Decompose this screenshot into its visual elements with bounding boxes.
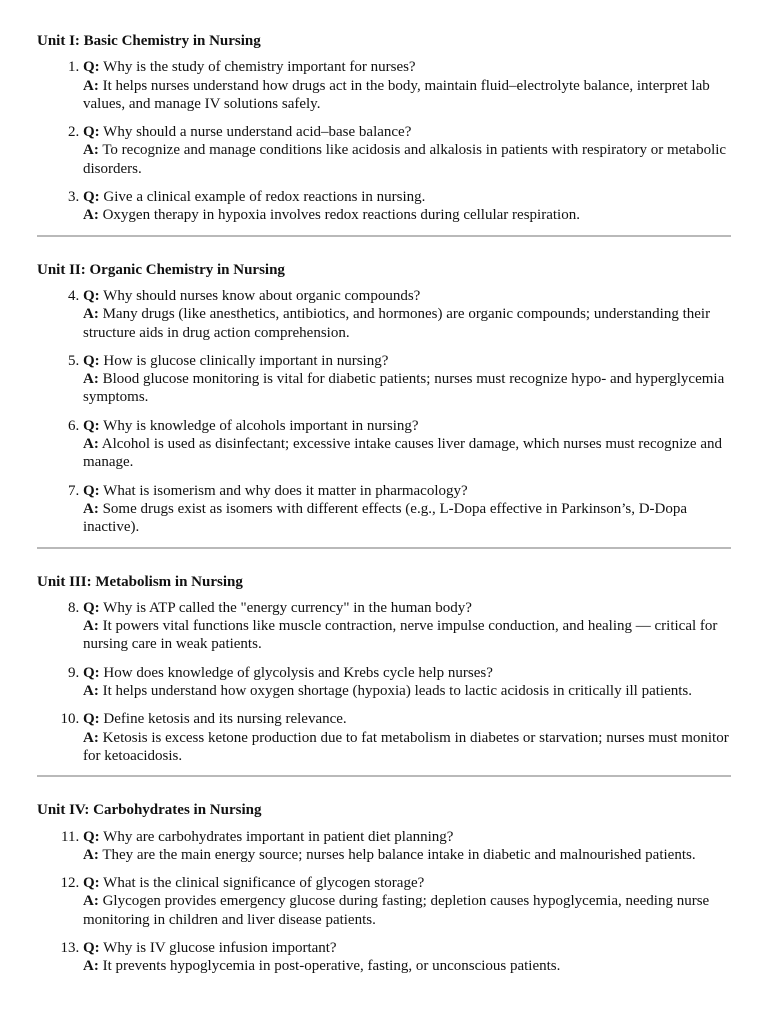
answer-text: Many drugs (like anesthetics, antibiotics, and hormones) are organic compounds; understanding their structure aids in drug action comprehension. <box>83 306 711 341</box>
qa-item: 11. Q: Why are carbohydrates important in patient diet planning? A: They are the main energy source; nurses help balance intake in diabetic and malnourished patients. <box>83 828 731 865</box>
qa-item: 6. Q: Why is knowledge of alcohols important in nursing? A: Alcohol is used as disinfectant; excessive intake causes liver damage, which nurses must recognize and manage. <box>83 417 731 472</box>
question-text: Give a clinical example of redox reactions in nursing. <box>103 189 426 206</box>
question-text: Why is ATP called the "energy currency" in the human body? <box>103 599 472 616</box>
section-divider <box>37 547 731 549</box>
answer-text: To recognize and manage conditions like acidosis and alkalosis in patients with respiratory or metabolic disorders. <box>83 142 727 177</box>
unit-section-2 <box>37 261 731 537</box>
section-divider <box>37 775 731 777</box>
qa-list <box>37 599 731 765</box>
qa-item: 8. Q: Why is ATP called the "energy currency" in the human body? A: It powers vital functions like muscle contraction, nerve impulse conduction, and healing — critical for nursing care in weak patients. <box>83 599 731 654</box>
answer-text: Ketosis is excess ketone production due to fat metabolism in diabetes or starvation; nurses must monitor for ketoacidosis. <box>83 729 729 764</box>
answer-text: Blood glucose monitoring is vital for diabetic patients; nurses must recognize hypo- and hyperglycemia symptoms. <box>83 371 725 406</box>
qa-item: 2. Q: Why should a nurse understand acid–base balance? A: To recognize and manage conditions like acidosis and alkalosis in patients with respiratory or metabolic disorders. <box>83 123 731 178</box>
qa-item: 9. Q: How does knowledge of glycolysis and Krebs cycle help nurses? A: It helps understand how oxygen shortage (hypoxia) leads to lactic acidosis in critically ill patients. <box>83 664 731 701</box>
answer-text: They are the main energy source; nurses help balance intake in diabetic and malnourished patients. <box>102 846 696 863</box>
qa-list <box>37 58 731 224</box>
qa-item: 1. Q: Why is the study of chemistry important for nurses? A: It helps nurses understand how drugs act in the body, maintain fluid–electrolyte balance, interpret lab values, and manage IV solutions safely. <box>83 58 731 113</box>
question-text: How does knowledge of glycolysis and Krebs cycle help nurses? <box>103 664 493 681</box>
qa-item: 7. Q: What is isomerism and why does it matter in pharmacology? A: Some drugs exist as isomers with different effects (e.g., L-Dopa effective in Parkinson’s, D-Dopa inactive). <box>83 482 731 537</box>
answer-text: Alcohol is used as disinfectant; excessive intake causes liver damage, which nurses must recognize and manage. <box>83 436 722 471</box>
answer-text: Some drugs exist as isomers with different effects (e.g., L-Dopa effective in Parkinson’s, D-Dopa inactive). <box>83 500 688 536</box>
unit-section-4 <box>37 801 731 975</box>
question-text: Why is IV glucose infusion important? <box>103 939 337 956</box>
unit-section-3 <box>37 573 731 766</box>
answer-text: Glycogen provides emergency glucose during fasting; depletion causes hypoglycemia, needing nurse monitoring in children and liver disease patients. <box>83 893 710 928</box>
qa-list <box>37 287 731 537</box>
qa-item: 3. Q: Give a clinical example of redox reactions in nursing. A: Oxygen therapy in hypoxia involves redox reactions during cellular respiration. <box>83 188 731 225</box>
question-text: Why should nurses know about organic compounds? <box>103 287 421 304</box>
unit-title: Unit III: Metabolism in Nursing <box>37 573 243 590</box>
qa-item: 10. Q: Define ketosis and its nursing relevance. A: Ketosis is excess ketone production due to fat metabolism in diabetes or starvation; nurses must monitor for ketoacidosis. <box>83 710 731 765</box>
question-text: Why is knowledge of alcohols important in nursing? <box>103 417 419 434</box>
question-text: Why are carbohydrates important in patient diet planning? <box>103 828 454 845</box>
qa-item: 5. Q: How is glucose clinically important in nursing? A: Blood glucose monitoring is vital for diabetic patients; nurses must recognize hypo- and hyperglycemia symptoms. <box>83 352 731 407</box>
qa-item: 12. Q: What is the clinical significance of glycogen storage? A: Glycogen provides emergency glucose during fasting; depletion causes hypoglycemia, needing nurse monitoring in children and liver disease patients. <box>83 874 731 929</box>
answer-text: Oxygen therapy in hypoxia involves redox reactions during cellular respiration. <box>102 207 580 224</box>
question-text: What is the clinical significance of glycogen storage? <box>103 875 425 892</box>
question-text: Define ketosis and its nursing relevance. <box>103 711 347 728</box>
qa-item: 13. Q: Why is IV glucose infusion important? A: It prevents hypoglycemia in post-operative, fasting, or unconscious patients. <box>83 939 731 976</box>
section-divider <box>37 235 731 237</box>
unit-section-1 <box>37 32 731 225</box>
question-text: Why is the study of chemistry important for nurses? <box>103 59 416 76</box>
answer-text: It prevents hypoglycemia in post-operative, fasting, or unconscious patients. <box>102 958 561 975</box>
question-text: Why should a nurse understand acid–base balance? <box>103 124 412 141</box>
unit-title: Unit I: Basic Chemistry in Nursing <box>37 33 261 49</box>
answer-text: It helps nurses understand how drugs act in the body, maintain fluid–electrolyte balance, interpret lab values, and manage IV solutions safely. <box>83 77 710 112</box>
question-text: What is isomerism and why does it matter in pharmacology? <box>103 482 468 499</box>
qa-list <box>37 828 731 976</box>
unit-title: Unit IV: Carbohydrates in Nursing <box>37 802 262 819</box>
unit-title: Unit II: Organic Chemistry in Nursing <box>37 261 285 278</box>
answer-text: It helps understand how oxygen shortage (hypoxia) leads to lactic acidosis in critically ill patients. <box>102 683 693 700</box>
answer-text: It powers vital functions like muscle contraction, nerve impulse conduction, and healing — critical for nursing care in weak patients. <box>83 618 718 653</box>
qa-item: 4. Q: Why should nurses know about organic compounds? A: Many drugs (like anesthetics, antibiotics, and hormones) are organic compounds; understanding their structure aids in drug action comprehension. <box>83 287 731 342</box>
question-text: How is glucose clinically important in nursing? <box>103 352 389 369</box>
